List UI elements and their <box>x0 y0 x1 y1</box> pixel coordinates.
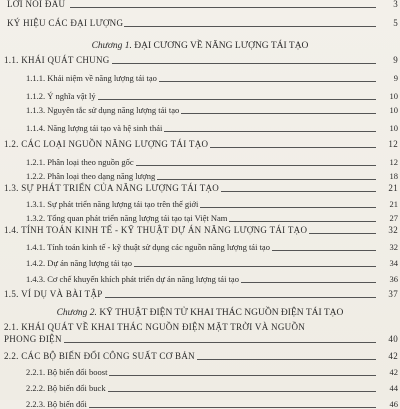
toc-entry-page: 10 <box>389 123 398 133</box>
chapter-label: Chương 2. <box>56 308 97 318</box>
toc-entry-page: 10 <box>389 91 398 101</box>
toc-entry-page: 46 <box>389 399 398 409</box>
toc-entry-page: 32 <box>388 225 398 235</box>
toc-entry-page: 21 <box>389 199 398 209</box>
toc-leader-line <box>210 147 376 148</box>
toc-leader-line <box>229 221 376 222</box>
toc-entry-page: 5 <box>393 18 398 28</box>
chapter-heading <box>0 308 400 319</box>
toc-entry-title: 1.1.3. Nguyên tắc sử dụng năng lượng tái tạo <box>26 105 180 115</box>
toc-leader-line <box>200 207 376 208</box>
toc-entry-title: 1.4.2. Dự án năng lượng tái tạo <box>26 258 133 268</box>
toc-entry-page: 37 <box>388 289 398 299</box>
toc-leader-line <box>241 282 376 283</box>
toc-entry-page: 34 <box>389 258 398 268</box>
toc-entry-title: 1.1.2. Ý nghĩa vật lý <box>26 91 96 101</box>
toc-entry-page: 9 <box>393 73 398 83</box>
toc-entry-page: 10 <box>389 105 398 115</box>
toc-entry-title: 1.2. CÁC LOẠI NGUỒN NĂNG LƯỢNG TÁI TẠO <box>4 139 209 149</box>
toc-entry-title: 2.2. CÁC BỘ BIẾN ĐỔI CÔNG SUẤT CƠ BẢN <box>4 351 195 361</box>
toc-entry-title: 1.4.1. Tính toán kinh tế - kỹ thuật sử dụng các nguồn năng lượng tái tạo <box>26 242 270 252</box>
toc-entry-title: 2.2.2. Bộ biến đổi buck <box>26 383 106 393</box>
toc-entry-page: 44 <box>389 383 398 393</box>
toc-leader-line <box>221 191 376 192</box>
toc-entry-page: 32 <box>389 242 398 252</box>
toc-entry-title: LỜI NÓI ĐẦU <box>7 0 66 9</box>
toc-entry-title: 1.5. VÍ DỤ VÀ BÀI TẬP <box>4 289 103 299</box>
toc-leader-line <box>197 359 376 360</box>
toc-entry-title: 1.3. SỰ PHÁT TRIỂN CỦA NĂNG LƯỢNG TÁI TẠO <box>4 183 220 193</box>
toc-leader-line <box>272 250 376 251</box>
toc-leader-line <box>157 179 376 180</box>
toc-leader-line <box>109 375 376 376</box>
toc-entry-page: 36 <box>389 274 398 284</box>
toc-leader-line <box>64 342 376 343</box>
chapter-title: ĐẠI CƯƠNG VỀ NĂNG LƯỢNG TÁI TẠO <box>134 41 309 51</box>
toc-entry-title: 1.3.1. Sự phát triển năng lượng tái tạo trên thế giới <box>26 199 199 209</box>
toc-leader-line <box>164 131 376 132</box>
toc-entry-page: 3 <box>393 0 398 9</box>
toc-entry-title: 1.2.2. Phân loại theo dạng năng lượng <box>26 171 156 181</box>
toc-entry-title: 1.4.3. Cơ chế khuyến khích phát triển dự án năng lượng tái tạo <box>26 274 239 284</box>
toc-leader-line <box>70 7 376 8</box>
toc-leader-line <box>159 81 376 82</box>
toc-entry-page: 27 <box>389 213 398 223</box>
toc-leader-line <box>98 99 376 100</box>
toc-entry-title: 1.4. TÍNH TOÁN KINH TẾ - KỸ THUẬT DỰ ÁN NĂNG LƯỢNG TÁI TẠO <box>4 225 308 235</box>
toc-leader-line <box>105 297 376 298</box>
toc-entry-page: 9 <box>393 55 398 65</box>
toc-leader-line <box>112 63 376 64</box>
toc-entry-page: 12 <box>388 139 398 149</box>
toc-leader-line <box>181 113 376 114</box>
toc-leader-line <box>309 233 376 234</box>
toc-entry-page: 42 <box>389 367 398 377</box>
toc-entry-title: 1.1.1. Khái niệm về năng lượng tái tạo <box>26 73 157 83</box>
chapter-label: Chương 1. <box>91 41 132 51</box>
toc-leader-line <box>108 391 376 392</box>
toc-entry-title: 1.2.1. Phân loại theo nguồn gốc <box>26 157 134 167</box>
chapter-title: KỸ THUẬT ĐIỆN TỬ KHAI THÁC NGUỒN ĐIỆN TÁI TẠO <box>99 308 344 318</box>
toc-leader-line <box>134 266 376 267</box>
toc-entry-page: 18 <box>389 171 398 181</box>
toc-entry-title: 1.3.2. Tổng quan phát triển năng lượng tái tạo tại Việt Nam <box>26 213 228 223</box>
toc-entry-page: 12 <box>389 157 398 167</box>
toc-entry-page: 40 <box>388 334 398 344</box>
toc-entry-title: 1.1. KHÁI QUÁT CHUNG <box>4 55 110 65</box>
toc-leader-line <box>89 407 376 408</box>
toc-entry-title: 2.2.1. Bộ biến đổi boost <box>26 367 108 377</box>
chapter-heading <box>0 41 400 52</box>
toc-entry-title: 2.2.3. Bộ biến đổi <box>26 399 87 409</box>
toc-entry-title: 2.1. KHÁI QUÁT VỀ KHAI THÁC NGUỒN ĐIỆN MẶT TRỜI VÀ NGUỒN <box>4 322 306 332</box>
toc-entry-title: PHONG ĐIỆN <box>4 334 62 344</box>
toc-leader-line <box>124 26 376 27</box>
toc-entry-page: 21 <box>388 183 398 193</box>
toc-leader-line <box>136 165 376 166</box>
toc-entry-title: KÝ HIỆU CÁC ĐẠI LƯỢNG <box>7 18 124 28</box>
toc-entry-title: 1.1.4. Năng lượng tái tạo và hệ sinh thái <box>26 123 163 133</box>
toc-entry-page: 42 <box>388 351 398 361</box>
